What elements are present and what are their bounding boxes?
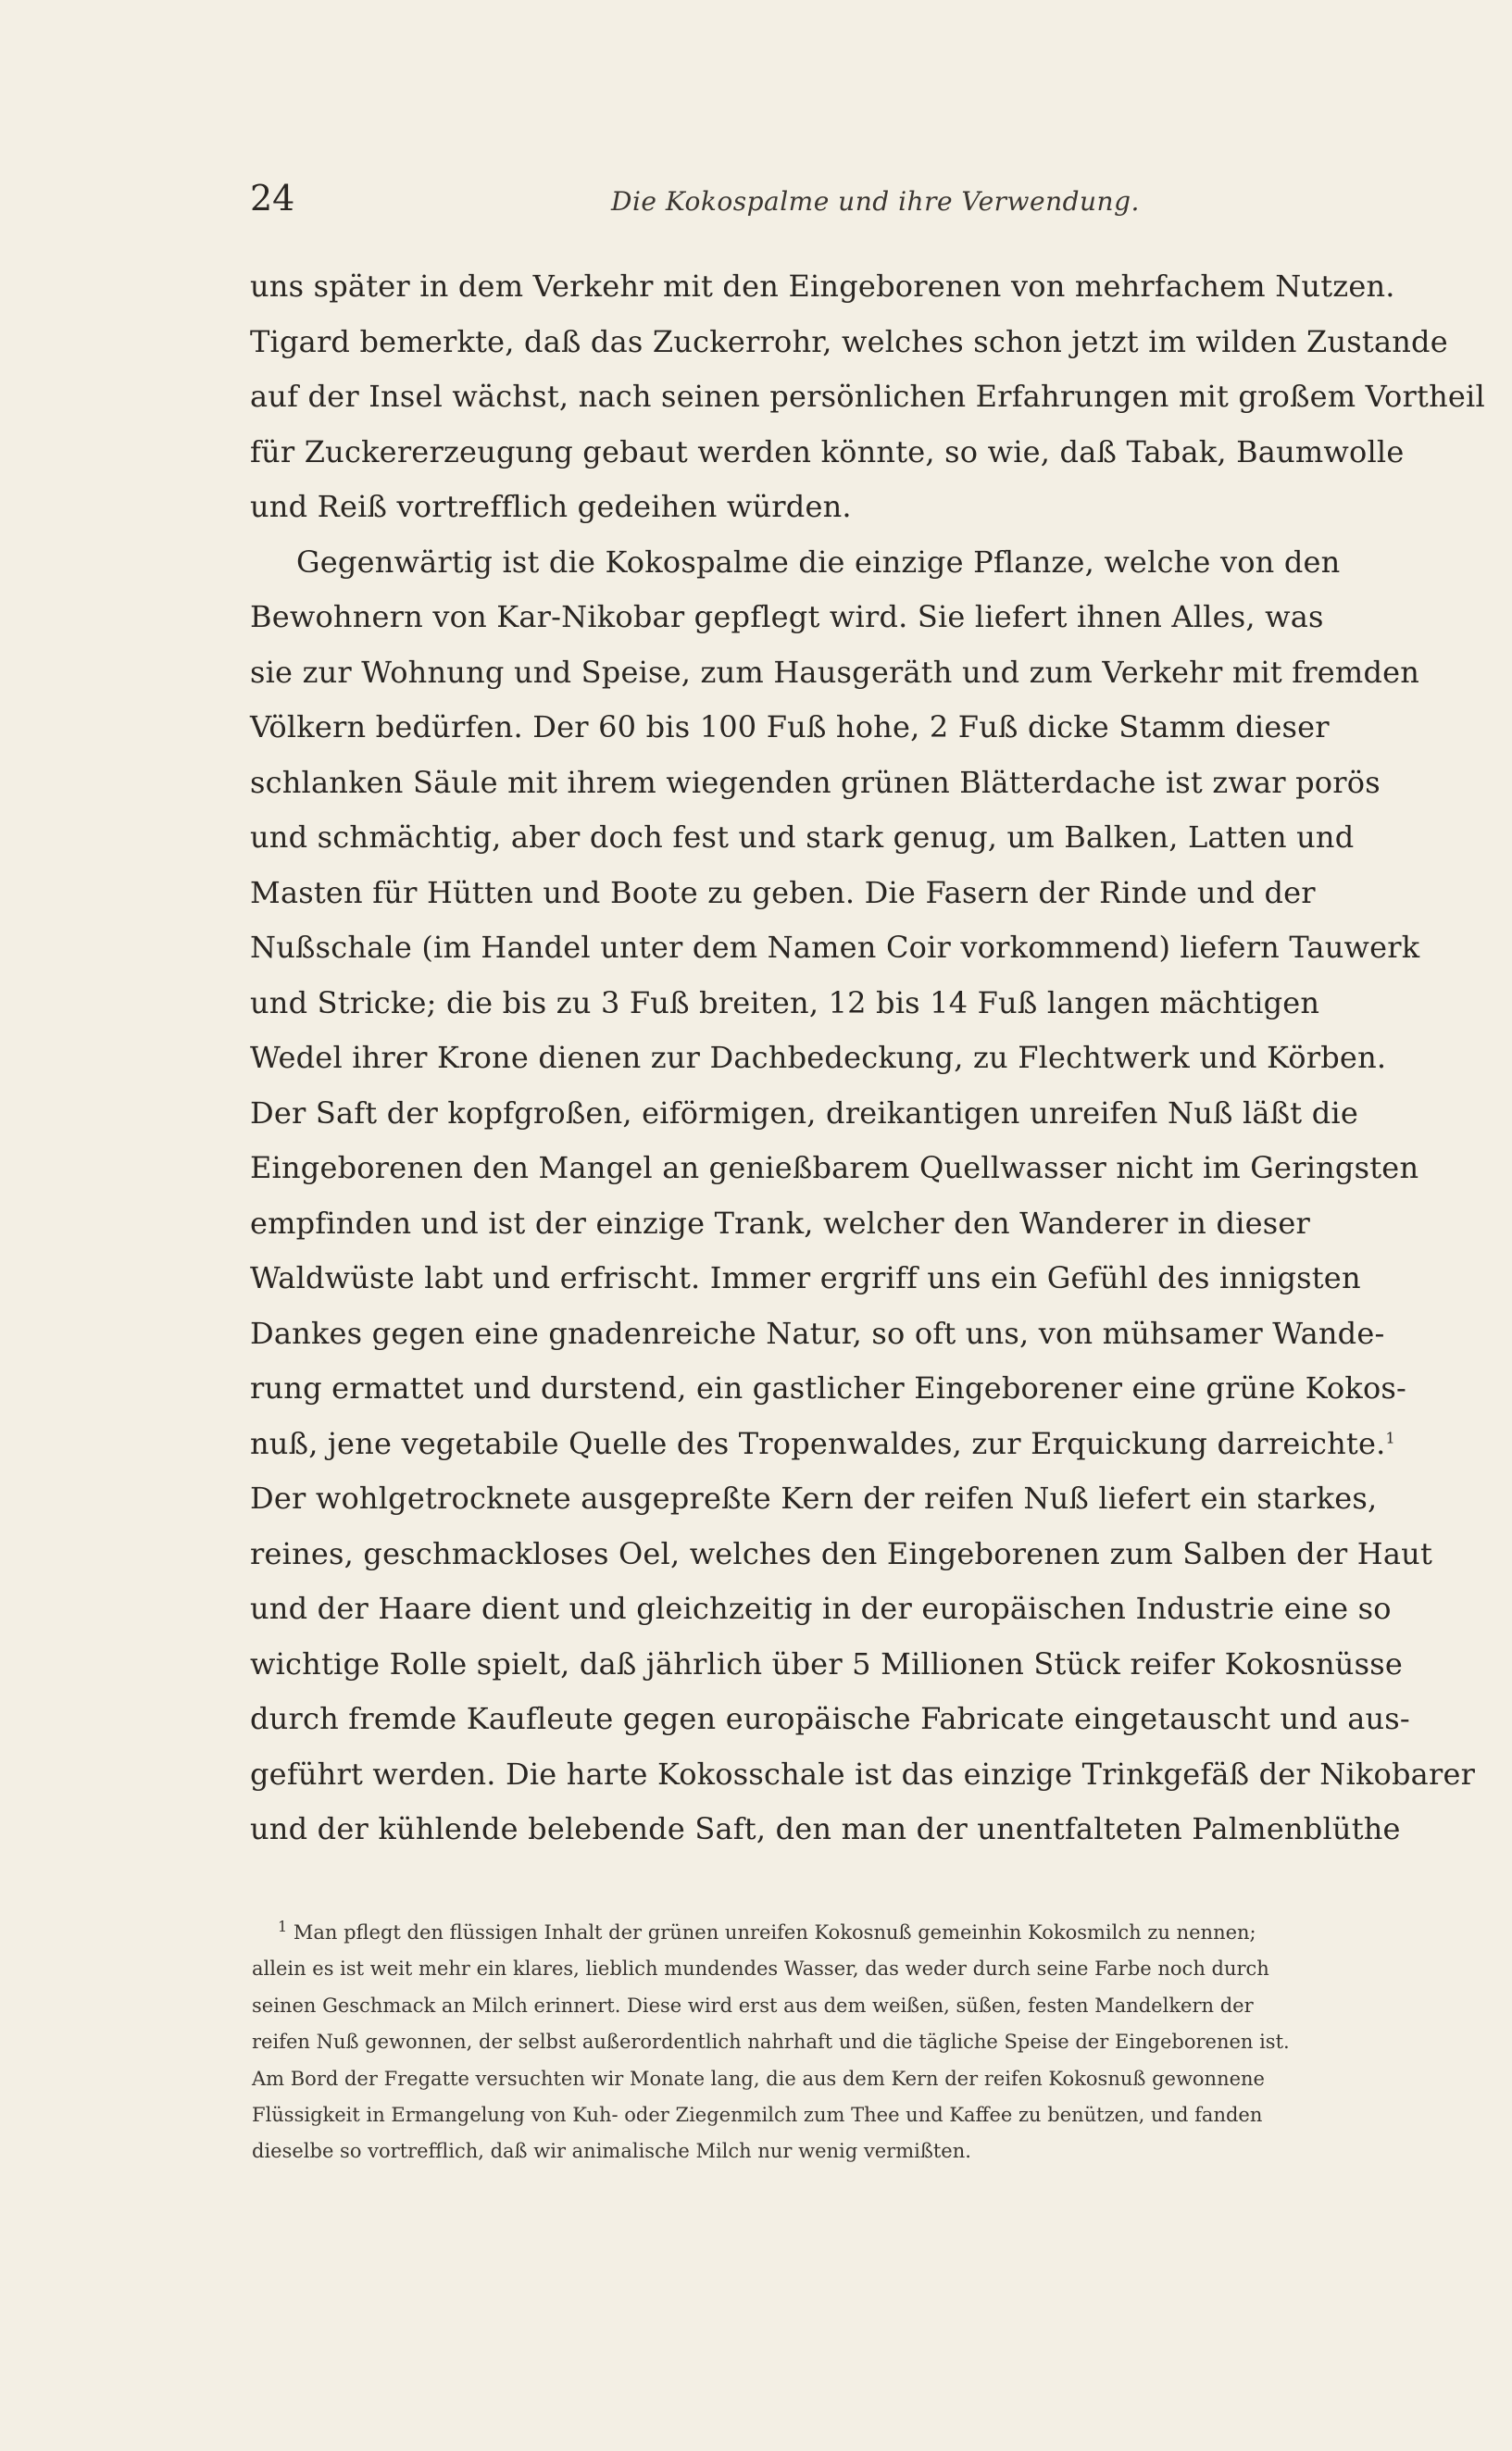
page-number: 24 [250, 178, 295, 219]
text-line: Waldwüste labt und erfrischt. Immer ergriff uns ein Gefühl des innigsten [250, 1260, 1361, 1295]
text-line: auf der Insel wächst, nach seinen persönlichen Erfahrungen mit großem Vortheil [250, 379, 1485, 414]
text-line: und der Haare dient und gleichzeitig in der europäischen Industrie eine so [250, 1591, 1392, 1626]
text-line: Tigard bemerkte, daß das Zuckerrohr, welches schon jetzt im wilden Zustande [250, 323, 1448, 359]
text-line: Bewohnern von Kar-Nikobar gepflegt wird. Sie liefert ihnen Alles, was [250, 599, 1324, 634]
text-line: reines, geschmackloses Oel, welches den Eingeborenen zum Salben der Haut [250, 1535, 1433, 1571]
text-line: wichtige Rolle spielt, daß jährlich über 5 Millionen Stück reifer Kokosnüsse [250, 1645, 1403, 1682]
page-header [250, 176, 1278, 222]
text-line: für Zuckererzeugung gebaut werden könnte, so wie, daß Tabak, Baumwolle [250, 433, 1405, 469]
text-line: Eingeborenen den Mangel an genießbarem Quellwasser nicht im Geringsten [250, 1150, 1419, 1185]
text-line-with-footnote-ref [250, 1417, 1435, 1472]
text-line: sie zur Wohnung und Speise, zum Hausgeräth und zum Verkehr mit fremden [250, 654, 1420, 690]
text-line: und schmächtig, aber doch fest und stark genug, um Balken, Latten und [250, 819, 1355, 855]
text-line-paragraph-start: Gegenwärtig ist die Kokospalme die einzige Pflanze, welche von den [296, 544, 1341, 580]
body-text [250, 259, 1485, 1857]
text-line: Masten für Hütten und Boote zu geben. Die Fasern der Rinde und der [250, 874, 1316, 910]
footnote-line: reifen Nuß gewonnen, der selbst außerordentlich nahrhaft und die tägliche Speise der Eingeborenen ist. [252, 2031, 1290, 2054]
footnote-marker: 1 [278, 1918, 288, 1935]
footnote-line: Am Bord der Fregatte versuchten wir Monate lang, die aus dem Kern der reifen Kokosnuß gewonnene [252, 2067, 1265, 2090]
text-line: empfinden und ist der einzige Trank, welcher den Wanderer in dieser [250, 1205, 1310, 1241]
footnote-line: seinen Geschmack an Milch erinnert. Diese wird erst aus dem weißen, süßen, festen Mandelkern der [252, 1994, 1254, 2017]
running-title: Die Kokospalme und ihre Verwendung. [611, 186, 1140, 217]
text-line: geführt werden. Die harte Kokosschale ist das einzige Trinkgefäß der Nikobarer [250, 1756, 1476, 1792]
text-line: und der kühlende belebende Saft, den man der unentfalteten Palmenblüthe [250, 1811, 1401, 1846]
footnotes [252, 1915, 1437, 2170]
text-line: Völkern bedürfen. Der 60 bis 100 Fuß hohe, 2 Fuß dicke Stamm dieser [250, 709, 1330, 744]
text-line: Dankes gegen eine gnadenreiche Natur, so oft uns, von mühsamer Wande- [250, 1315, 1385, 1351]
text-line: und Stricke; die bis zu 3 Fuß breiten, 12 bis 14 Fuß langen mächtigen [250, 984, 1320, 1020]
text-line: Der wohlgetrocknete ausgepreßte Kern der reifen Nuß liefert ein starkes, [250, 1481, 1378, 1516]
text-line: und Reiß vortrefflich gedeihen würden. [250, 489, 852, 524]
text-line: Wedel ihrer Krone dienen zur Dachbedeckung, zu Flechtwerk und Körben. [250, 1040, 1387, 1075]
text-line: schlanken Säule mit ihrem wiegenden grünen Blätterdache ist zwar porös [250, 764, 1381, 800]
text-line: Nußschale (im Handel unter dem Namen Coir vorkommend) liefern Tauwerk [250, 930, 1420, 965]
text-line: rung ermattet und durstend, ein gastlicher Eingeborener eine grüne Kokos- [250, 1370, 1407, 1406]
text-line: uns später in dem Verkehr mit den Eingeborenen von mehrfachem Nutzen. [250, 269, 1395, 304]
footnote-first-line [252, 1915, 1437, 1951]
text-line: durch fremde Kaufleute gegen europäische Fabricate eingetauscht und aus- [250, 1701, 1410, 1736]
text-line-content: nuß, jene vegetabile Quelle des Tropenwaldes, zur Erquickung darreichte. [250, 1425, 1386, 1461]
footnote-line: Flüssigkeit in Ermangelung von Kuh- oder Ziegenmilch zum Thee und Kaffee zu benützen, und fanden [252, 2103, 1263, 2126]
footnote-reference: 1 [1385, 1428, 1395, 1446]
footnote-line-content: Man pflegt den flüssigen Inhalt der grünen unreifen Kokosnuß gemeinhin Kokosmilch zu nennen; [293, 1921, 1256, 1944]
footnote-line: dieselbe so vortrefflich, daß wir animalische Milch nur wenig vermißten. [252, 2140, 971, 2163]
text-line: Der Saft der kopfgroßen, eiförmigen, dreikantigen unreifen Nuß läßt die [250, 1094, 1358, 1131]
footnote-line: allein es ist weit mehr ein klares, lieblich mundendes Wasser, das weder durch seine Farbe noch durch [252, 1957, 1269, 1981]
